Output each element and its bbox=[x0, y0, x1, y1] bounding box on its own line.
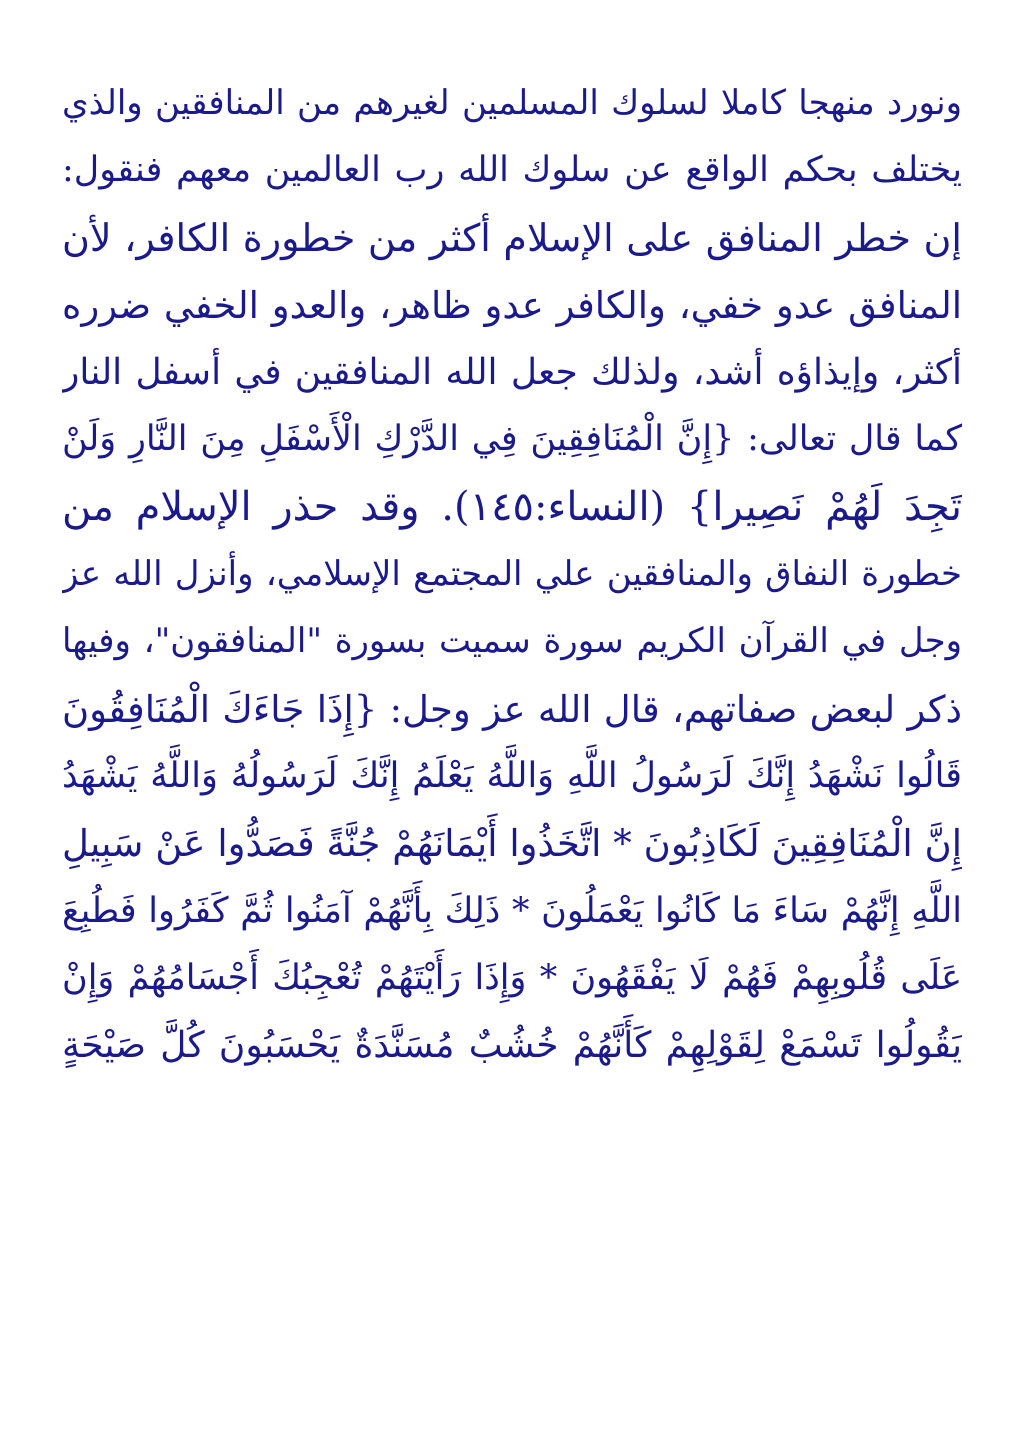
text-line-9: وجل في القرآن الكريم سورة سميت بسورة "المنافقون"، وفيها bbox=[62, 621, 962, 662]
text-line-2: يختلف بحكم الواقع عن سلوك الله رب العالمين معهم فنقول: bbox=[62, 150, 962, 191]
text-line-11: قَالُوا نَشْهَدُ إِنَّكَ لَرَسُولُ اللَّهِ وَاللَّهُ يَعْلَمُ إِنَّكَ لَرَسُولُهُ وَاللَّهُ يَشْهَدُ bbox=[62, 755, 962, 796]
text-line-15: يَقُولُوا تَسْمَعْ لِقَوْلِهِمْ كَأَنَّهُمْ خُشُبٌ مُسَنَّدَةٌ يَحْسَبُونَ كُلَّ صَيْحَةٍ bbox=[62, 1025, 962, 1067]
text-line-6: كما قال تعالى: {إِنَّ الْمُنَافِقِينَ فِي الدَّرْكِ الْأَسْفَلِ مِنَ النَّارِ وَلَنْ bbox=[62, 419, 962, 460]
text-line-7: تَجِدَ لَهُمْ نَصِيرا} (النساء:١٤٥). وقد حذر الإسلام من bbox=[62, 483, 962, 530]
text-line-5: أكثر، وإيذاؤه أشد، ولذلك جعل الله المنافقين في أسفل النار bbox=[62, 352, 962, 394]
text-line-14: عَلَى قُلُوبِهِمْ فَهُمْ لَا يَفْقَهُونَ * وَإِذَا رَأَيْتَهُمْ تُعْجِبُكَ أَجْسَامُهُمْ وَإِنْ bbox=[62, 957, 962, 998]
text-line-10: ذكر لبعض صفاتهم، قال الله عز وجل: {إِذَا جَاءَكَ الْمُنَافِقُونَ bbox=[62, 687, 962, 731]
text-line-12: إِنَّ الْمُنَافِقِينَ لَكَاذِبُونَ * اتَّخَذُوا أَيْمَانَهُمْ جُنَّةً فَصَدُّوا عَنْ سَبِيلِ bbox=[62, 822, 962, 866]
body-text bbox=[62, 70, 962, 1079]
text-line-4: المنافق عدو خفي، والكافر عدو ظاهر، والعدو الخفي ضرره bbox=[62, 283, 962, 327]
text-line-1: ونورد منهجا كاملا لسلوك المسلمين لغيرهم من المنافقين والذي bbox=[62, 83, 962, 123]
text-line-3: إن خطر المنافق على الإسلام أكثر من خطورة الكافر، لأن bbox=[62, 215, 962, 260]
text-line-13: اللَّهِ إِنَّهُمْ سَاءَ مَا كَانُوا يَعْمَلُونَ * ذَلِكَ بِأَنَّهُمْ آمَنُوا ثُمَّ كَفَرُوا فَطُبِعَ bbox=[62, 890, 962, 931]
text-line-8: خطورة النفاق والمنافقين علي المجتمع الإسلامي، وأنزل الله عز bbox=[62, 554, 962, 595]
